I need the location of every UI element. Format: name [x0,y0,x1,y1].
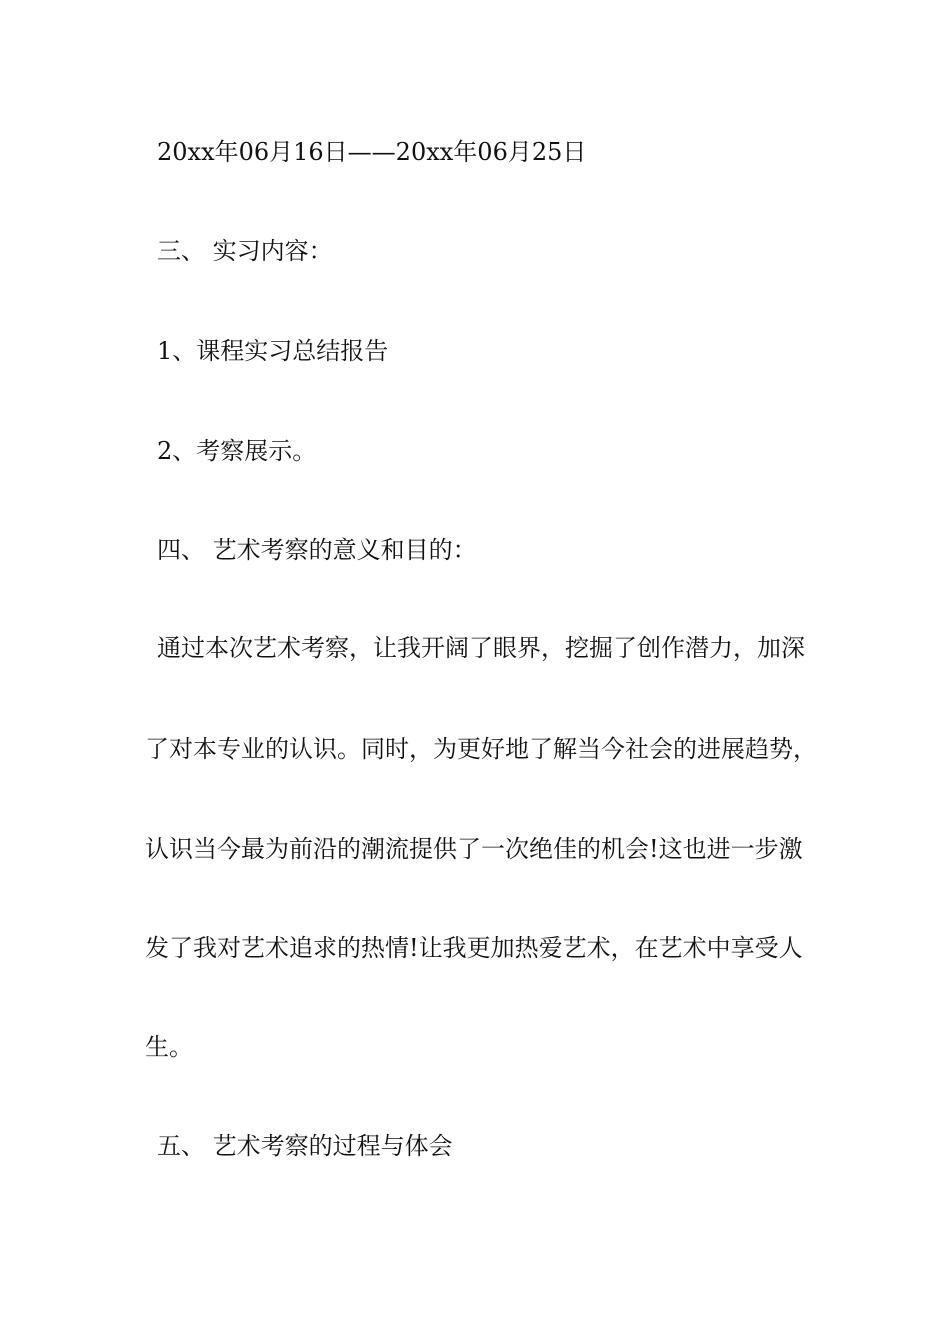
paragraph-line-3: 认识当今最为前沿的潮流提供了一次绝佳的机会!这也进一步激 [145,835,803,863]
paragraph-line-1: 通过本次艺术考察，让我开阔了眼界，挖掘了创作潜力，加深 [157,634,805,662]
paragraph-line-4: 发了我对艺术追求的热情!让我更加热爱艺术，在艺术中享受人 [145,934,803,962]
paragraph-line-5: 生。 [145,1033,193,1061]
list-item-1: 1、课程实习总结报告 [157,337,389,365]
paragraph-line-2: 了对本专业的认识。同时，为更好地了解当今社会的进展趋势， [145,735,817,763]
list-item-2: 2、考察展示。 [157,437,317,465]
section-heading-3: 三、 实习内容： [157,237,333,265]
section-heading-5: 五、 艺术考察的过程与体会 [157,1132,453,1160]
section-heading-4: 四、 艺术考察的意义和目的： [157,536,477,564]
date-range: 20xx年06月16日——20xx年06月25日 [157,138,587,166]
